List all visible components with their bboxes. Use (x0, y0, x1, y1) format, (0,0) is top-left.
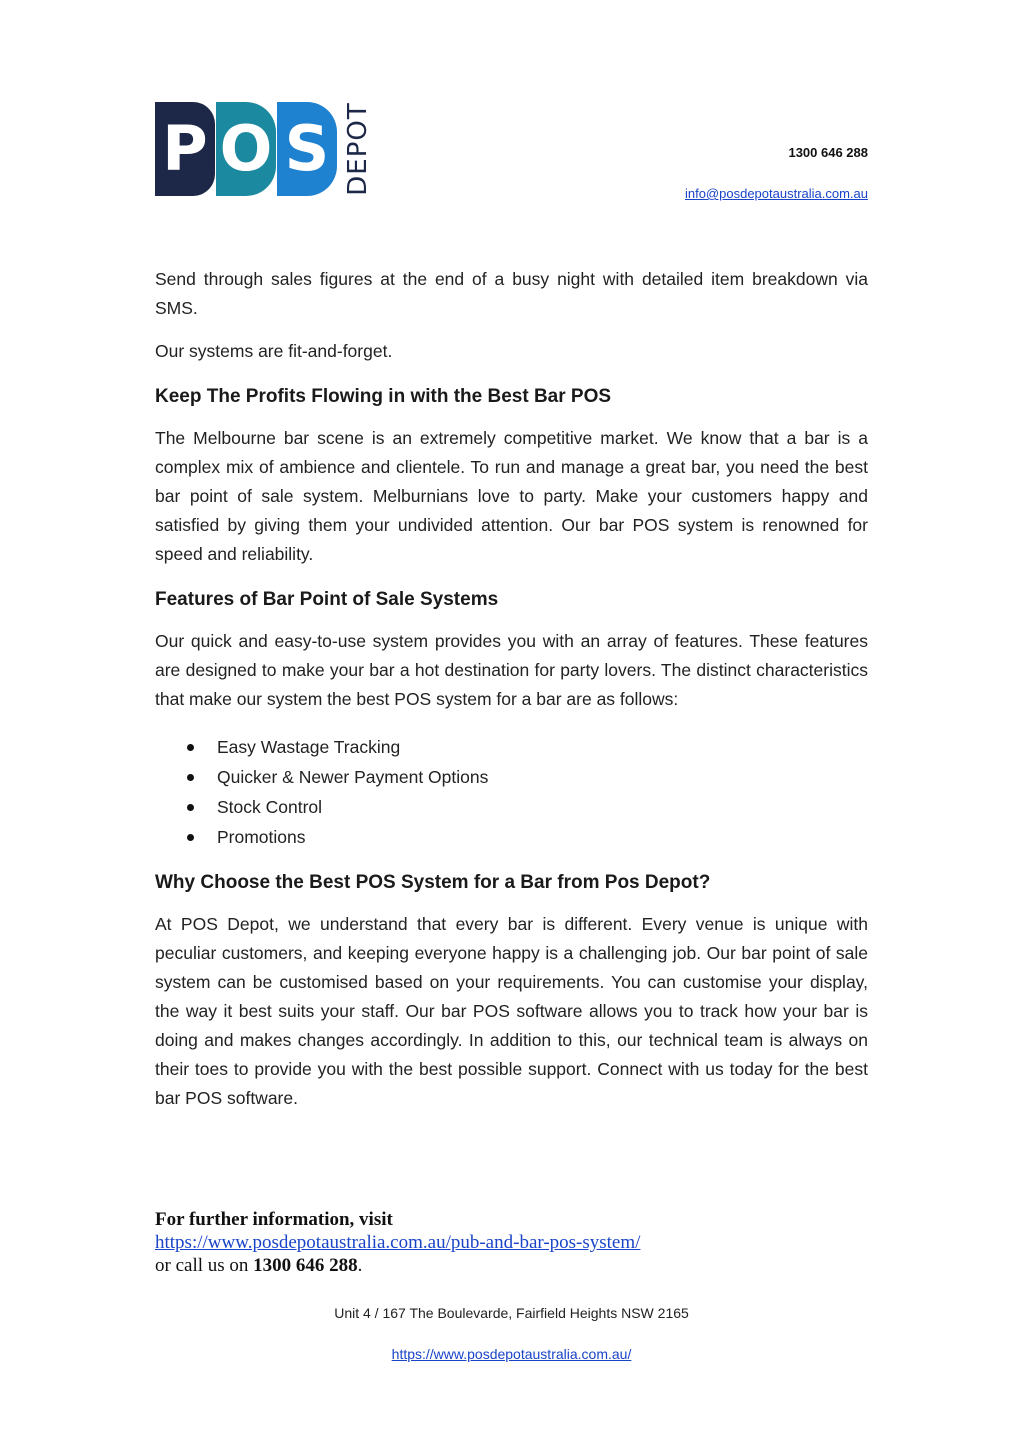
footer-website-link[interactable]: https://www.posdepotaustralia.com.au/ (391, 1346, 632, 1362)
section-text-features: Our quick and easy-to-use system provides you with an array of features. These features are designed to make your bar a hot destination for party lovers. The distinct characteristics that make our system the best POS system for a bar are as follows: (155, 631, 868, 709)
footer-address: Unit 4 / 167 The Boulevarde, Fairfield Heights NSW 2165 (334, 1305, 689, 1321)
section-heading-profits: Keep The Profits Flowing in with the Best Bar POS (155, 386, 612, 407)
logo-letter-p: P (155, 102, 215, 196)
document-body (155, 265, 868, 1127)
intro-paragraph-2: Our systems are fit-and-forget. (155, 341, 393, 361)
logo-letter-o: O (216, 102, 276, 196)
pos-depot-logo (155, 102, 373, 196)
section-heading-features: Features of Bar Point of Sale Systems (155, 589, 499, 610)
section-text-why-choose: At POS Depot, we understand that every bar is different. Every venue is unique with peculiar customers, and keeping everyone happy is a challenging job. Our bar point of sale system can be customised based on your requirements. You can customise your display, the way it best suits your staff. Our bar POS software allows you to track how your bar is doing and makes changes accordingly. In addition to this, our technical team is always on their toes to provide you with the best possible support. Connect with us today for the best bar POS software. (155, 914, 868, 1108)
pub-bar-pos-link[interactable]: https://www.posdepotaustralia.com.au/pub-and-bar-pos-system/ (155, 1232, 641, 1253)
header-email-link[interactable]: info@posdepotaustralia.com.au (684, 186, 868, 201)
further-info-heading: For further information, visit (155, 1209, 393, 1230)
further-information (155, 1208, 640, 1277)
list-item: Quicker & Newer Payment Options (155, 762, 868, 792)
call-us-line (155, 1254, 640, 1277)
header-phone: 1300 646 288 (788, 145, 868, 160)
call-number: 1300 646 288 (253, 1255, 358, 1276)
intro-paragraph: Send through sales figures at the end of a busy night with detailed item breakdown via SMS. (155, 269, 868, 318)
logo-depot-text: DEPOT (343, 102, 373, 196)
features-list (155, 732, 868, 852)
call-suffix: . (357, 1255, 363, 1276)
list-item: Promotions (155, 822, 868, 852)
list-item: Stock Control (155, 792, 868, 822)
section-heading-why-choose: Why Choose the Best POS System for a Bar from Pos Depot? (155, 872, 711, 893)
list-item: Easy Wastage Tracking (155, 732, 868, 762)
section-text-profits: The Melbourne bar scene is an extremely competitive market. We know that a bar is a complex mix of ambience and clientele. To run and manage a great bar, you need the best bar point of sale system. Melburnians love to party. Make your customers happy and satisfied by giving them your undivided attention. Our bar POS system is renowned for speed and reliability. (155, 428, 868, 564)
footer-website (0, 1346, 1023, 1362)
call-prefix: or call us on (155, 1255, 254, 1276)
logo-letter-s: S (277, 102, 337, 196)
